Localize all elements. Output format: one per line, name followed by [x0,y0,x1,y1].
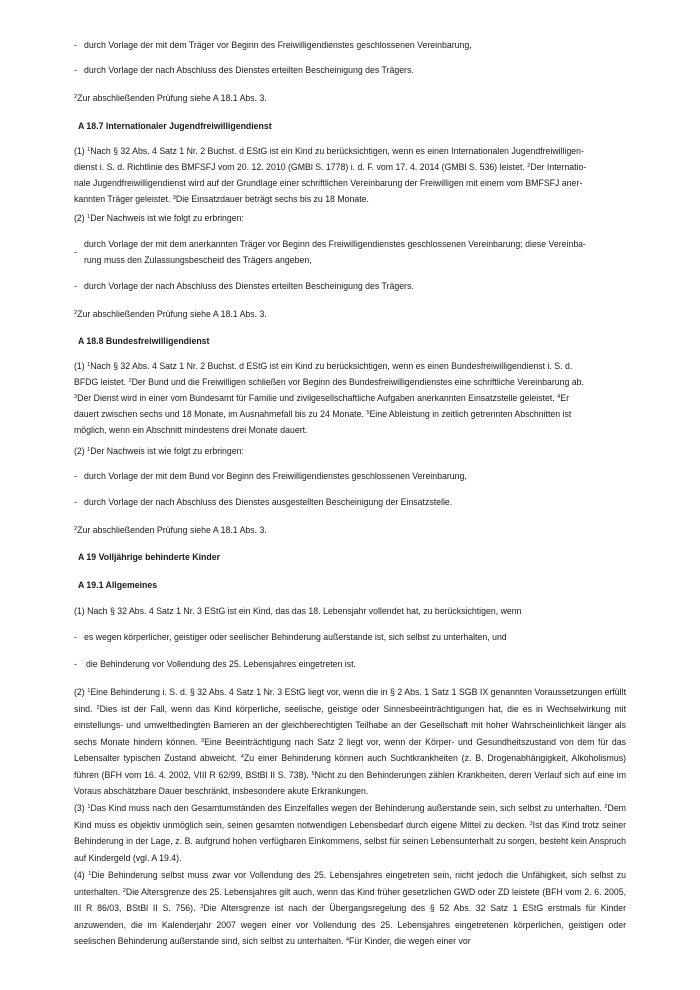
bullet: - [74,281,77,291]
bullet: - [74,497,77,507]
paragraph-line: (2) $^1$Der Nachweis ist wie folgt zu erbringen: [74,446,244,456]
paragraph-line: BFDG leistet. $^2$Der Bund und die Freiwilligen schließen vor Beginn des Bundesfreiwilligendienstes eine schriftliche Vereinbarung ab. [74,377,584,387]
paragraph-line: dienst i. S. d. Richtlinie des BMFSFJ vom 20. 12. 2010 (GMBl S. 1778) i. d. F. vom 17. 4. 2014 (GMBl S. 536) leistet. $^2$Der Internatio- [74,162,587,172]
bullet: - [74,471,77,481]
list-item: die Behinderung vor Vollendung des 25. Lebensjahres eingetreten ist. [86,659,356,669]
bullet: - [74,40,77,50]
paragraph: (3) $^1$Das Kind muss nach den Gesamtumständen des Einzelfalles wegen der Behinderung außerstande sein, sich selbst zu unterhalten. $^2$Dem Kind muss es objektiv unmöglich sein, seinen gesamten notwendigen Lebensbedarf durch eigene Mittel zu decken. $^3$Ist das Kind trotz seiner Behinderung in der Lage, z. B. aufgrund hohen verfügbaren Einkommens, selbst für seinen Lebensunterhalt zu sorgen, besteht kein Anspruch auf Kindergeld (vgl. A 19.4). [74,803,626,863]
paragraph-line: nale Jugendfreiwilligendienst wird auf der Grundlage einer schriftlichen Vereinbarung der Freiwilligen mit einem vom BMFSFJ aner- [74,178,583,188]
note: $^2$Zur abschließenden Prüfung siehe A 18.1 Abs. 3. [74,309,267,319]
paragraph-line: dauert zwischen sechs und 18 Monate, im Ausnahmefall bis zu 24 Monate. $^5$Eine Ableistung in zeitlich getrennten Abschnitten ist [74,409,572,419]
list-item: durch Vorlage der nach Abschluss des Dienstes ausgestellten Bescheinigung der Einsatzstelle. [84,497,453,507]
paragraph-line: kannten Träger geleistet. $^3$Die Einsatzdauer beträgt sechs bis zu 18 Monate. [74,194,369,204]
list-item: rung muss den Zulassungsbescheid des Trägers angeben, [84,255,312,265]
bullet: - [74,65,77,75]
bullet: - [74,632,77,642]
paragraph-line: (1) $^1$Nach § 32 Abs. 4 Satz 1 Nr. 2 Buchst. d EStG ist ein Kind zu berücksichtigen, wenn es einen Bundesfreiwilligendienst i. S. d. [74,361,573,371]
bullet: - [74,247,77,257]
section-heading: A 18.7 Internationaler Jugendfreiwilligendienst [78,121,272,131]
section-heading: A 18.8 Bundesfreiwilligendienst [78,336,210,346]
paragraph: (2) $^1$Eine Behinderung i. S. d. § 32 Abs. 4 Satz 1 Nr. 3 EStG liegt vor, wenn die in § 2 Abs. 1 Satz 1 SGB IX genannten Voraussetzungen erfüllt sind. $^2$Dies ist der Fall, wenn das Kind körperliche, seelische, geistige oder Sinnesbeeinträchtigungen hat, die es in Wechselwirkung mit einstellungs- und umweltbedingten Barrieren an der gleichberechtigten Teilhabe an der Gesellschaft mit hoher Wahrscheinlichkeit länger als sechs Monate hindern können. $^3$Eine Beeinträchtigung nach Satz 2 liegt vor, wenn der Körper- und Gesundheitszustand von dem für das Lebensalter typischen Zustand abweicht. $^4$Zu einer Behinderung können auch Suchtkrankheiten (z. B. Drogenabhängigkeit, Alkoholismus) führen (BFH vom 16. 4. 2002, VIII R 62/99, BStBl II S. 738). $^5$Nicht zu den Behinderungen zählen Krankheiten, deren Verlauf sich auf eine im Voraus abschätzbare Dauer beschränkt, insbesondere akute Erkrankungen. [74,687,627,796]
paragraph-line: $^3$Der Dienst wird in einer vom Bundesamt für Familie und zivilgesellschaftliche Aufgaben anerkannten Einsatzstelle geleistet. $^4$Er [74,393,570,403]
note: $^2$Zur abschließenden Prüfung siehe A 18.1 Abs. 3. [74,525,267,535]
section-heading: A 19 Volljährige behinderte Kinder [78,552,220,562]
list-item: durch Vorlage der nach Abschluss des Dienstes erteilten Bescheinigung des Trägers. [84,65,414,75]
paragraph-line: (2) $^1$Der Nachweis ist wie folgt zu erbringen: [74,213,244,223]
list-item: durch Vorlage der mit dem Träger vor Beginn des Freiwilligendienstes geschlossenen Vereinbarung, [84,40,472,50]
list-item: durch Vorlage der mit dem anerkannten Träger vor Beginn des Freiwilligendienstes geschlossenen Vereinbarung; diese Vereinba- [84,239,586,249]
list-item: durch Vorlage der mit dem Bund vor Beginn des Freiwilligendienstes geschlossenen Vereinbarung, [84,471,467,481]
note: $^2$Zur abschließenden Prüfung siehe A 18.1 Abs. 3. [74,93,267,103]
subsection-heading: A 19.1 Allgemeines [78,580,158,590]
list-item: durch Vorlage der nach Abschluss des Dienstes erteilten Bescheinigung des Trägers. [84,281,414,291]
list-item: es wegen körperlicher, geistiger oder seelischer Behinderung außerstande ist, sich selbst zu unterhalten, und [84,632,507,642]
bullet: - [74,659,77,669]
paragraph-line: möglich, wenn ein Abschnitt mindestens drei Monate dauert. [74,425,308,435]
paragraph-line: (1) Nach § 32 Abs. 4 Satz 1 Nr. 3 EStG ist ein Kind, das das 18. Lebensjahr vollendet hat, zu berücksichtigen, wenn [74,606,522,616]
paragraph: (4) $^1$Die Behinderung selbst muss zwar vor Vollendung des 25. Lebensjahres eingetreten sein, nicht jedoch die Unfähigkeit, sich selbst zu unterhalten. $^2$Die Altersgrenze des 25. Lebensjahres gilt auch, wenn das Kind früher gesetzlichen GWD oder ZD leistete (BFH vom 2. 6. 2005, III R 86/03, BStBl II S. 756). $^3$Die Altersgrenze ist nach der Übergangsregelung des § 52 Abs. 32 Satz 1 EStG erstmals für Kinder anzuwenden, die im Kalenderjahr 2007 wegen einer vor Vollendung des 25. Lebensjahres eingetretenen körperlichen, geistigen oder seelischen Behinderung außerstande sind, sich selbst zu unterhalten. $^4$Für Kinder, die wegen einer vor [74,870,626,946]
paragraph-line: (1) $^1$Nach § 32 Abs. 4 Satz 1 Nr. 2 Buchst. d EStG ist ein Kind zu berücksichtigen, wenn es einen Internationalen Jugendfreiwilligen- [74,146,584,156]
